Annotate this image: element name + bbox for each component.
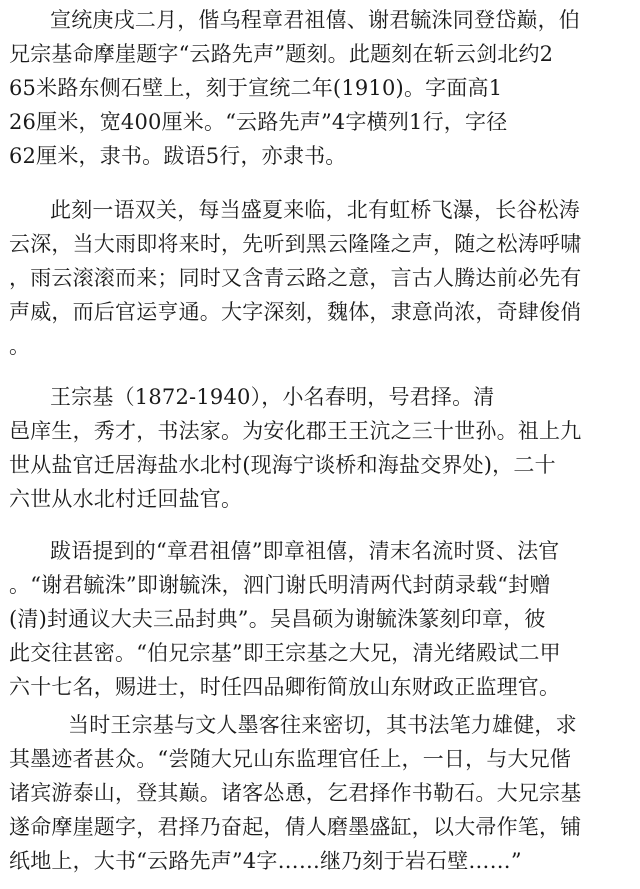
paragraph-1-line-4: 26厘米，宽400厘米。“云路先声”4字横列1行，字径: [9, 110, 508, 134]
paragraph-3-line-1: 王宗基（1872-1940），小名春明，号君择。清: [50, 385, 495, 409]
paragraph-5-line-5: 纸地上，大书“云路先声”4字……继乃刻于岩石壁……”: [9, 849, 522, 873]
paragraph-3-line-4: 六世从水北村迁回盐官。: [9, 487, 243, 511]
paragraph-2-line-2: 云深，当大雨即将来时，先听到黑云隆隆之声，随之松涛呼啸: [9, 232, 582, 256]
paragraph-5-line-3: 诸宾游泰山，登其巅。诸客怂恿，乞君择作书勒石。大兄宗基: [9, 781, 582, 805]
paragraph-2-line-4: 声威，而后官运亨通。大字深刻，魏体，隶意尚浓，奇肆俊俏: [9, 300, 582, 324]
paragraph-4-line-3: (清)封通议大夫三品封典”。吴昌硕为谢毓洙篆刻印章，彼: [9, 607, 546, 631]
paragraph-5-line-2: 其墨迹者甚众。“尝随大兄山东监理官任上，一日，与大兄偕: [9, 747, 572, 771]
paragraph-3-line-2: 邑庠生，秀才，书法家。为安化郡王王沆之三十世孙。祖上九: [9, 419, 582, 443]
paragraph-3-line-3: 世从盐官迁居海盐水北村(现海宁谈桥和海盐交界处)，二十: [9, 453, 556, 477]
paragraph-1-line-2: 兄宗基命摩崖题字“云路先声”题刻。此题刻在斩云剑北约2: [9, 42, 554, 66]
paragraph-4-line-5: 六十七名，赐进士，时任四品卿衔简放山东财政正监理官。: [9, 675, 561, 699]
paragraph-1-line-1: 宣统庚戌二月，偕乌程章君祖僖、谢君毓洙同登岱巅，伯: [50, 8, 580, 32]
paragraph-2-line-3: ，雨云滚滚而来；同时又含青云路之意，言古人腾达前必先有: [9, 266, 582, 290]
paragraph-5-line-4: 遂命摩崖题字，君择乃奋起，倩人磨墨盛缸，以大帚作笔，铺: [9, 815, 582, 839]
paragraph-1-line-3: 65米路东侧石壁上，刻于宣统二年(1910)。字面高1: [9, 76, 503, 100]
paragraph-4-line-1: 跋语提到的“章君祖僖”即章祖僖，清末名流时贤、法官: [50, 539, 560, 563]
paragraph-1-line-5: 62厘米，隶书。跋语5行，亦隶书。: [9, 144, 347, 168]
paragraph-4-line-2: 。“谢君毓洙”即谢毓洙，泗门谢氏明清两代封荫录载“封赠: [9, 573, 551, 597]
paragraph-4-line-4: 此交往甚密。“伯兄宗基”即王宗基之大兄，清光绪殿试二甲: [9, 641, 561, 665]
paragraph-2-line-1: 此刻一语双关，每当盛夏来临，北有虹桥飞瀑，长谷松涛: [50, 198, 580, 222]
paragraph-2-line-5: 。: [9, 334, 31, 358]
paragraph-5-line-1: 当时王宗基与文人墨客往来密切，其书法笔力雄健，求: [68, 713, 577, 737]
